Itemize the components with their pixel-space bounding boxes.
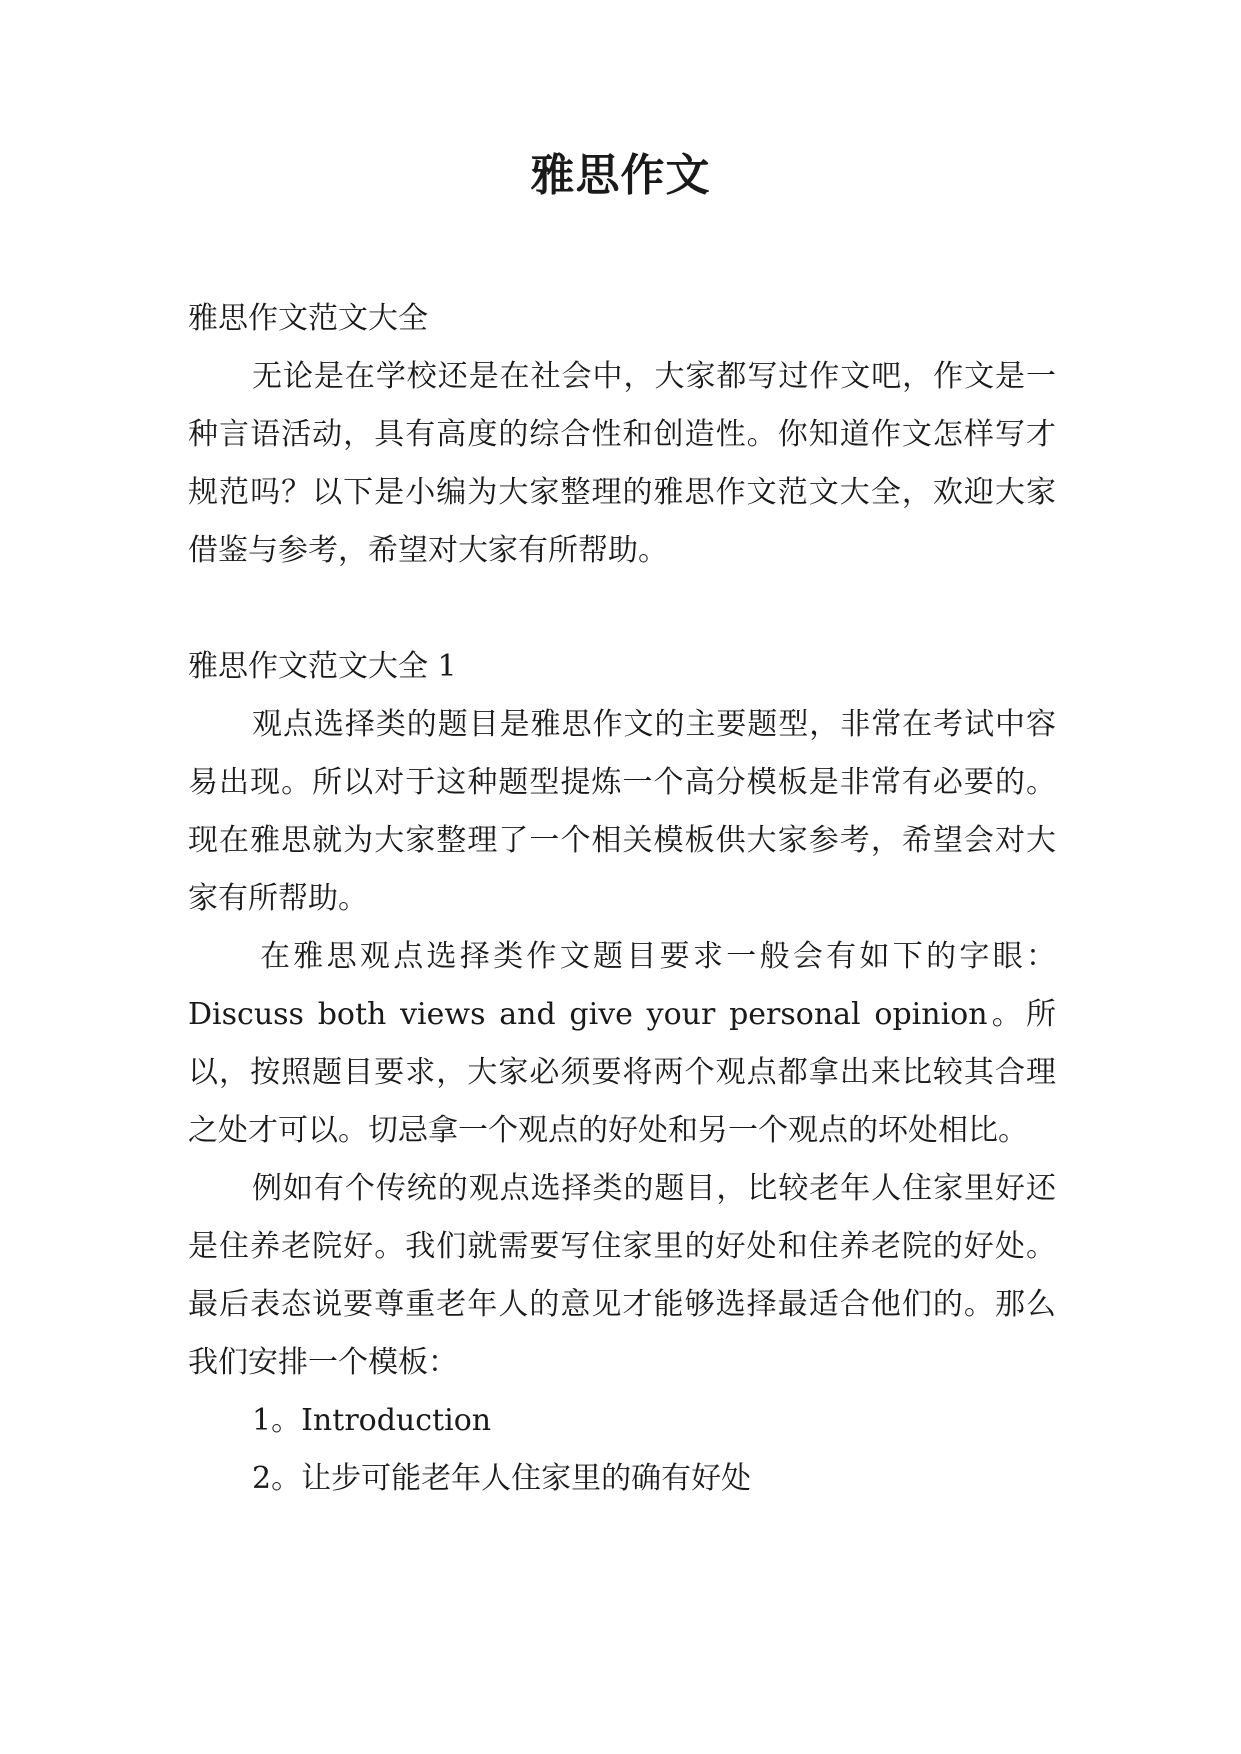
document-title: 雅思作文 xyxy=(530,150,711,201)
body-paragraph: 例如有个传统的观点选择类的题目，比较老年人住家里好还是住养老院好。我们就需要写住家里的好处和住养老院的好处。最后表态说要尊重老年人的意见才能够选择最适合他们的。那么我们安排一个模板： xyxy=(188,1171,1056,1380)
body-paragraph: 在雅思观点选择类作文题目要求一般会有如下的字眼：Discuss both views and give your personal opinion。所以，按照题目要求，大家必须要将两个观点都拿出来比较其合理之处才可以。切忌拿一个观点的好处和另一个观点的坏处相比。 xyxy=(188,939,1056,1148)
body-paragraph: 观点选择类的题目是雅思作文的主要题型，非常在考试中容易出现。所以对于这种题型提炼一个高分模板是非常有必要的。现在雅思就为大家整理了一个相关模板供大家参考，希望会对大家有所帮助。 xyxy=(188,707,1056,916)
paragraph-spacer xyxy=(188,580,1056,638)
document-body xyxy=(188,290,1056,1508)
intro-paragraph: 无论是在学校还是在社会中，大家都写过作文吧，作文是一种言语活动，具有高度的综合性和创造性。你知道作文怎样写才规范吗？以下是小编为大家整理的雅思作文范文大全，欢迎大家借鉴与参考，希望对大家有所帮助。 xyxy=(188,359,1056,568)
main-heading: 雅思作文范文大全 xyxy=(188,301,428,336)
list-item: 2。让步可能老年人住家里的确有好处 xyxy=(252,1461,752,1496)
section-heading: 雅思作文范文大全 1 xyxy=(188,649,457,684)
list-item: 1。Introduction xyxy=(252,1403,492,1438)
